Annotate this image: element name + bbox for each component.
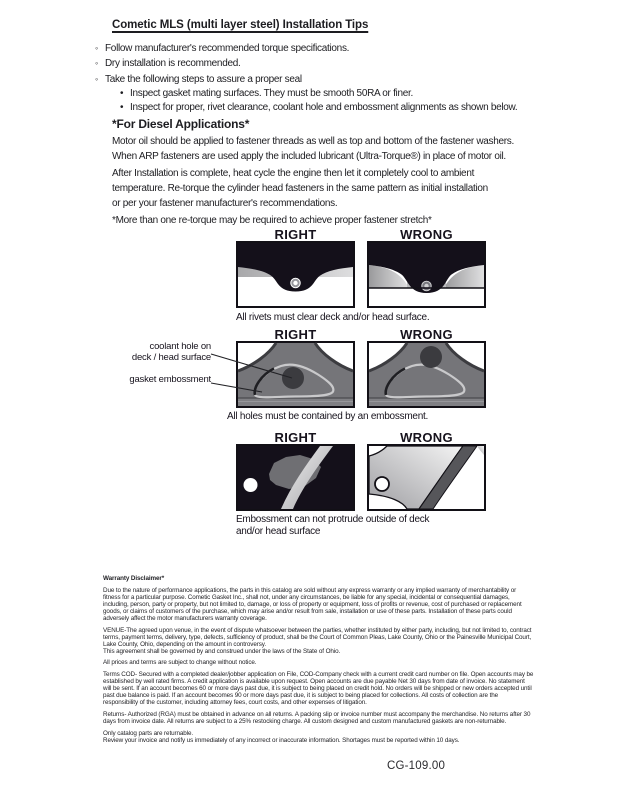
embossment-right-diagram	[236, 444, 355, 511]
diesel-heading: *For Diesel Applications*	[112, 117, 250, 131]
tips-list	[95, 41, 517, 115]
disclaimer-paragraph: Returns- Authorized (RGA) must be obtained in advance on all returns. A packing slip or invoice number must accompany the merchandise. No returns after 30 days from invoice date. All returns are subject to a 25% restocking charge. All custom designed and custom manufactured gaskets are non-returnable.	[103, 711, 531, 726]
wrong-label: WRONG	[400, 430, 453, 445]
disclaimer-paragraph: All prices and terms are subject to change without notice.	[103, 659, 257, 667]
hole-wrong-diagram	[367, 341, 486, 408]
right-label: RIGHT	[274, 430, 317, 445]
tip-text: Dry installation is recommended.	[105, 58, 241, 70]
paragraph-line: Motor oil should be applied to fastener threads as well as top and bottom of the fastener washers.	[112, 136, 514, 147]
tip-text: Follow manufacturer's recommended torque specifications.	[105, 43, 350, 54]
diesel-paragraph	[112, 166, 488, 212]
disclaimer-heading: Warranty Disclaimer*	[103, 575, 165, 582]
page-code: CG-109.00	[387, 760, 446, 772]
tip-text: Inspect gasket mating surfaces. They must be smooth 50RA or finer.	[130, 87, 413, 99]
callout-line: coolant hole on	[149, 341, 211, 352]
list-item	[120, 87, 517, 101]
diagram-caption-embossment	[236, 514, 429, 538]
list-item	[95, 56, 517, 71]
disclaimer-paragraph: This agreement shall be governed by and construed under the laws of the State of Ohio.	[103, 647, 341, 655]
gasket-embossment-callout: gasket embossment	[129, 374, 211, 385]
paragraph-line: When ARP fasteners are used apply the included lubricant (Ultra-Torque®) in place of motor oil.	[112, 151, 506, 163]
embossment-wrong-diagram	[367, 444, 486, 511]
disclaimer-paragraph: Terms COD- Secured with a completed dealer/jobber application on File, COD-Company check with a current credit card number on file. Open accounts may be established by well rated firms. A credit application is available upon request. Open accounts are due payable Net 30 days from date of invoice. No statement will be sent. If an account becomes 60 or more days past due, it is subject to being placed on credit hold. No orders will be shipped or new orders accepted until past due balance is paid. If an account becomes 90 or more days past due, it is subject to being placed for collections. All costs of collection are the responsibility of the customer, including attorney fees, court costs, and other expenses of litigation.	[103, 671, 534, 707]
hole-wrong-panel	[367, 341, 486, 408]
embossment-right-panel	[236, 444, 355, 511]
dot-bullet-icon: •	[120, 87, 124, 99]
caption-line: and/or head surface	[236, 526, 321, 537]
circle-bullet-icon: ◦	[95, 73, 98, 84]
disclaimer-paragraph: Due to the nature of performance applications, the parts in this catalog are sold without any express warranty or any implied warranty of merchantability or fitness for a particular purpose. Cometic Gasket Inc., shall not, under any circumstances, be liable for any special, incidental or consequential damages, including, person, party or property, but not limited to, damage, or loss of property or equipment, loss of profits or revenue, cost of purchased or replacement goods, or claims of customers of the purchase, which may arise and/or result from sale, installation or use of these parts. Installation of these parts could adversely affect the motor manufacturers warranty coverage.	[103, 586, 522, 622]
diagram-caption-rivets: All rivets must clear deck and/or head surface.	[236, 312, 430, 323]
disclaimer-paragraph: Review your invoice and notify us immediately of any incorrect or inaccurate information. Shortages must be reported within 10 days.	[103, 736, 460, 744]
disclaimer-paragraph: VENUE-The agreed upon venue, in the event of dispute whatsoever between the parties, whether instituted by either party, including, but not limited to, contract terms, payment terms, delivery, type, defects, sufficiency of product, shall be the Court of Common Pleas, Lake County, Ohio or the Painesville Municipal Court, Lake County, Ohio, depending on the amount in controversy.	[103, 626, 532, 648]
page-title: Cometic MLS (multi layer steel) Installation Tips	[112, 19, 369, 31]
hole-right-diagram	[236, 341, 355, 408]
tip-text: Take the following steps to assure a proper seal	[105, 73, 302, 85]
list-item	[120, 101, 517, 115]
rivet-wrong-panel	[367, 241, 486, 308]
list-item	[95, 41, 517, 56]
wrong-label: WRONG	[400, 227, 453, 242]
diesel-paragraph	[112, 134, 514, 164]
dot-bullet-icon: •	[120, 102, 124, 114]
coolant-hole	[420, 346, 442, 368]
hole-right-panel	[236, 341, 355, 408]
circle-bullet-icon: ◦	[95, 43, 98, 53]
diesel-note	[112, 213, 432, 228]
rivet-wrong-diagram	[367, 241, 486, 308]
list-item	[95, 72, 517, 87]
coolant-hole-callout	[90, 342, 211, 363]
callout-line: deck / head surface	[131, 351, 211, 363]
diagram-caption-holes: All holes must be contained by an embossment.	[227, 411, 429, 422]
rivet-right-diagram	[236, 241, 355, 308]
paragraph-line: After Installation is complete, heat cycle the engine then let it completely cool to ambient	[112, 168, 475, 179]
circle-bullet-icon: ◦	[95, 58, 98, 69]
tip-text: Inspect for proper, rivet clearance, coolant hole and embossment alignments as shown below.	[130, 102, 518, 114]
disclaimer-paragraph: Only catalog parts are returnable.	[103, 729, 194, 737]
rivet-right-panel	[236, 241, 355, 308]
right-label: RIGHT	[274, 227, 317, 242]
bolt-hole	[244, 478, 258, 492]
bolt-hole	[375, 477, 389, 491]
embossment-wrong-panel	[367, 444, 486, 511]
paragraph-line: or per your fastener manufacturer's recommendations.	[112, 198, 338, 210]
coolant-hole	[282, 367, 304, 389]
warranty-disclaimer	[103, 575, 534, 748]
paragraph-line: *More than one re-torque may be required to achieve proper fastener stretch*	[112, 215, 432, 226]
paragraph-line: temperature. Re-torque the cylinder head fasteners in the same pattern as initial installation	[112, 183, 488, 195]
wrong-label: WRONG	[400, 327, 453, 342]
caption-line: Embossment can not protrude outside of deck	[236, 514, 430, 525]
right-label: RIGHT	[274, 327, 317, 342]
